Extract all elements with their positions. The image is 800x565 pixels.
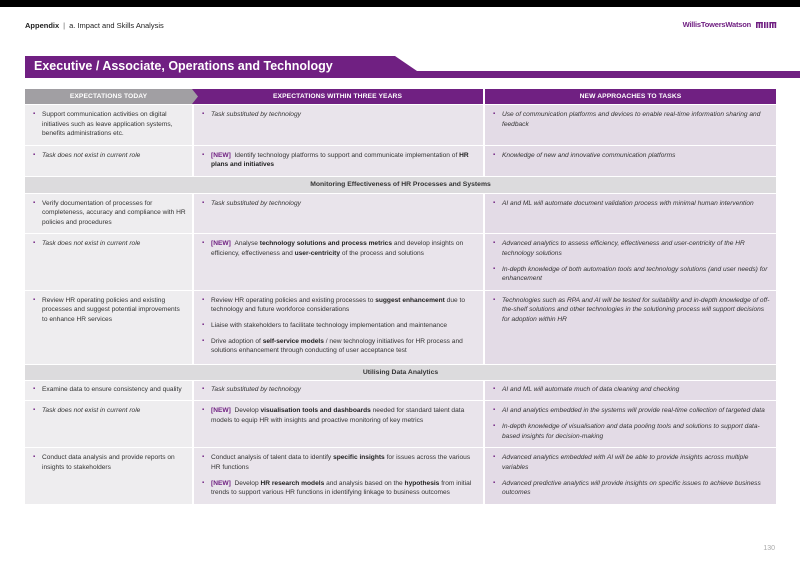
future-task: ▪ Drive adoption of self-service models / new technology initiatives for HR process and solutions enhancement through conducting of user acceptance test (202, 337, 477, 356)
table-row (25, 401, 776, 447)
table-row (25, 448, 776, 503)
today-task: ▪ Task does not exist in current role (33, 406, 186, 416)
section-heading-analytics: Utilising Data Analytics (25, 365, 776, 381)
today-task: ▪ Review HR operating policies and existing processes and suggest potential improvements to enhance HR services (33, 296, 186, 325)
new-approach: ▪ In-depth knowledge of visualisation and data pooling tools and solutions to support data-based insights for decision-making (493, 422, 770, 441)
wtw-wave-logo-icon (756, 21, 778, 29)
table-row (25, 105, 776, 145)
section-divider-row (25, 177, 776, 193)
breadcrumb (25, 21, 164, 30)
today-task: ▪ Support communication activities on digital initiatives such as leave application systems, benefits administrations etc. (33, 110, 186, 139)
top-black-bar (0, 0, 800, 7)
new-tag: [NEW] (211, 151, 231, 159)
new-tag: [NEW] (211, 407, 231, 415)
page-title: Executive / Associate, Operations and Technology (34, 59, 333, 73)
logo-brand-text: WillisTowersWatson (682, 20, 751, 29)
section-divider-row (25, 365, 776, 381)
future-task: ▪ Task substituted by technology (202, 385, 477, 395)
column-header-new-approaches: NEW APPROACHES TO TASKS (483, 89, 776, 104)
new-approach: ▪ Advanced analytics to assess efficiency, effectiveness and user-centricity of the HR technology solutions (493, 239, 770, 258)
new-approach: ▪ AI and ML will automate much of data cleaning and checking (493, 385, 770, 395)
new-approach: ▪ AI and ML will automate document validation process with minimal human intervention (493, 199, 770, 209)
table-row (25, 146, 776, 176)
column-header-three-years: EXPECTATIONS WITHIN THREE YEARS (192, 89, 483, 104)
new-approach: ▪ Technologies such as RPA and AI will be tested for suitability and in-depth knowledge of off-the-shelf solutions and other technologies in the solutioning process will support decisions for adoption within HR (493, 296, 770, 325)
future-task: ▪ Liaise with stakeholders to facilitate technology implementation and maintenance (202, 321, 477, 331)
breadcrumb-subsection: a. Impact and Skills Analysis (69, 21, 164, 30)
new-approach: ▪ In-depth knowledge of both automation tools and technology solutions (and user needs) for enhancement (493, 265, 770, 284)
table-row (25, 234, 776, 289)
new-approach: ▪ Knowledge of new and innovative communication platforms (493, 151, 770, 161)
today-task: ▪ Examine data to ensure consistency and quality (33, 385, 186, 395)
header-arrow-icon (192, 89, 198, 104)
breadcrumb-section: Appendix (25, 21, 60, 30)
new-approach: ▪ AI and analytics embedded in the systems will provide real-time collection of targeted data (493, 406, 770, 416)
table-header-row (25, 89, 776, 104)
breadcrumb-separator: | (63, 21, 66, 30)
future-task: ▪ [NEW] Identify technology platforms to support and communicate implementation of HR plans and initiatives (202, 151, 477, 170)
section-banner (25, 56, 800, 78)
table-row (25, 194, 776, 234)
page-number: 130 (763, 545, 775, 552)
today-task: ▪ Task does not exist in current role (33, 151, 186, 161)
new-approach: ▪ Advanced analytics embedded with AI will be able to provide insights across multiple variables (493, 453, 770, 472)
future-task: ▪ [NEW] Analyse technology solutions and process metrics and develop insights on efficiency, effectiveness and user-centricity of the process and solutions (202, 239, 477, 258)
future-task: ▪ [NEW] Develop HR research models and analysis based on the hypothesis from initial trends to support various HR functions in identifying linkage to business outcomes (202, 479, 477, 498)
new-tag: [NEW] (211, 240, 231, 248)
company-logo (683, 20, 778, 29)
table-row (25, 381, 776, 400)
new-tag: [NEW] (211, 479, 231, 487)
column-header-today: EXPECTATIONS TODAY (25, 89, 192, 104)
future-task: ▪ Task substituted by technology (202, 199, 477, 209)
today-task: ▪ Verify documentation of processes for completeness, accuracy and compliance with HR policies and procedures (33, 199, 186, 228)
skills-table (25, 88, 776, 505)
table-row (25, 291, 776, 364)
new-approach: ▪ Advanced predictive analytics will provide insights on specific issues to achieve business outcomes (493, 479, 770, 498)
new-approach: ▪ Use of communication platforms and devices to enable real-time information sharing and feedback (493, 110, 770, 129)
future-task: ▪ Task substituted by technology (202, 110, 477, 120)
today-task: ▪ Task does not exist in current role (33, 239, 186, 249)
section-heading-monitoring: Monitoring Effectiveness of HR Processes and Systems (25, 177, 776, 193)
future-task: ▪ [NEW] Develop visualisation tools and dashboards needed for standard talent data models to equip HR with insights and proactive monitoring of key metrics (202, 406, 477, 425)
today-task: ▪ Conduct data analysis and provide reports on insights to stakeholders (33, 453, 186, 472)
future-task: ▪ Conduct analysis of talent data to identify specific insights for issues across the various HR functions (202, 453, 477, 472)
future-task: ▪ Review HR operating policies and existing processes to suggest enhancement due to technology and future workforce considerations (202, 296, 477, 315)
